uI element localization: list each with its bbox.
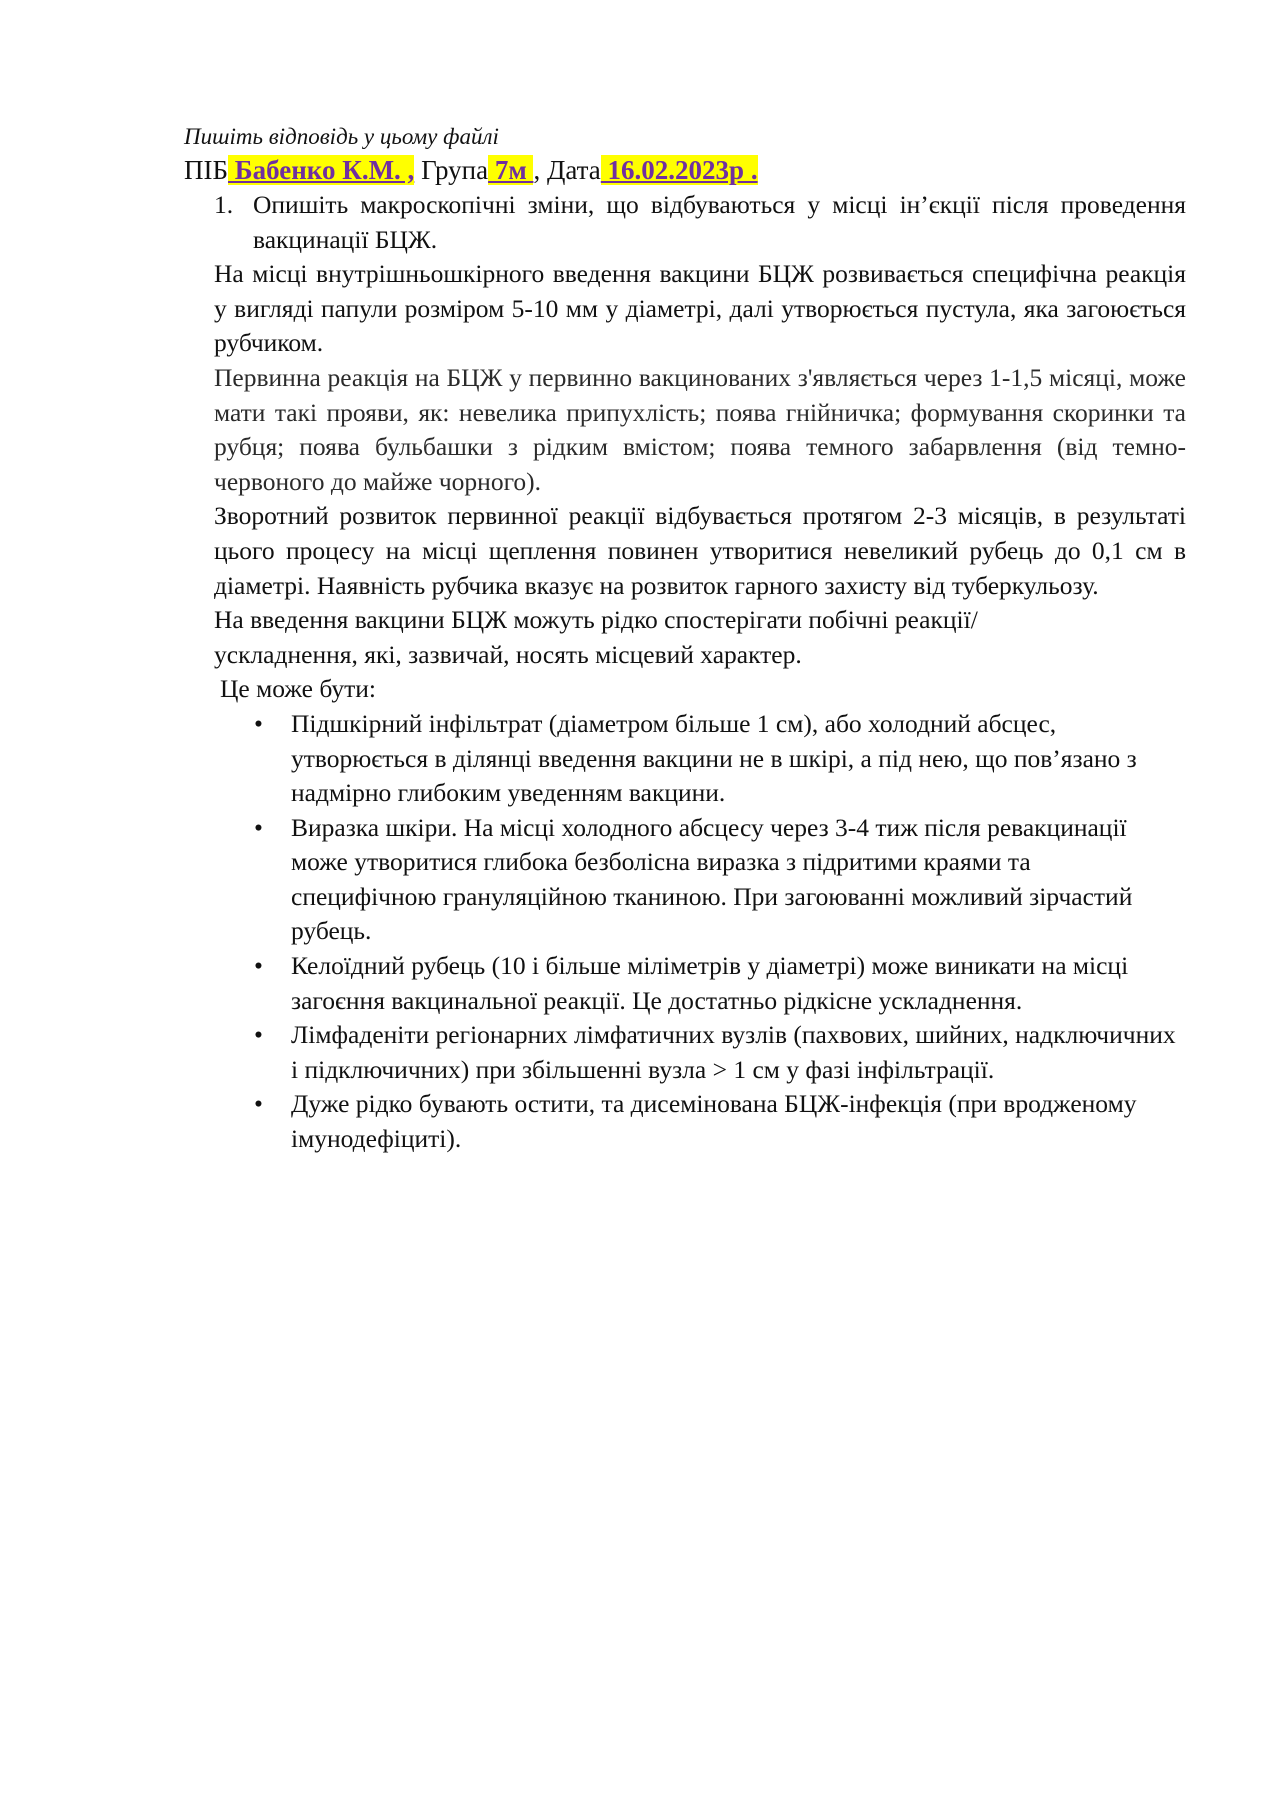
instruction-text: Пишіть відповідь у цьому файлі [184,124,499,149]
list-item [184,707,1186,811]
answer-paragraph: Первинна реакція на БЦЖ у первинно вакцинованих з'являється через 1-1,5 місяці, може мати такі прояви, як: невелика припухлість; поява гнійничка; формування скоринки та рубця; поява бульбашки з рідким вмістом; поява темного забарвлення (від темно-червоного до майже чорного). [214,362,1186,496]
answer-paragraph: Це може бути: [220,674,376,704]
list-item-text: Келоїдний рубець (10 і більше міліметрів у діаметрі) може виникати на місці загоєння вакцинальної реакції. Це достатньо рідкісне ускладнення. [291,951,1129,1015]
date-label: , Дата [533,155,601,185]
bullet-icon: • [254,708,263,738]
list-item-text: Дуже рідко бувають остити, та дисемінована БЦЖ-інфекція (при вродженому імунодефіциті). [291,1089,1137,1154]
group-label: Група [414,155,489,185]
date-field[interactable]: 16.02.2023р . [600,155,758,185]
answer-paragraph: На місці внутрішньошкірного введення вакцини БЦЖ розвивається специфічна реакція у вигляді папули розміром 5-10 мм у діаметрі, далі утворюється пустула, яка загоюється рубчиком. [214,259,1186,358]
list-item-text: Виразка шкіри. На місці холодного абсцесу через 3-4 тиж після ревакцинації може утворитися глибока безболісна виразка з підритими краями та специфічною грануляційною тканиною. При загоюванні можливий зірчастий рубець. [291,812,1133,946]
complications-list [184,707,1186,1157]
bullet-icon: • [254,1089,263,1119]
answer-paragraph: На введення вакцини БЦЖ можуть рідко спостерігати побічні реакції/ускладнення, які, зазвичай, носять місцевий характер. [214,605,978,669]
list-item [184,1087,1186,1156]
bullet-icon: • [254,812,263,842]
student-info-line [184,152,1186,188]
question-number: 1. [214,190,234,219]
list-item [184,1018,1186,1087]
bullet-icon: • [254,951,263,981]
question-1 [184,188,1186,257]
name-field[interactable]: Бабенко К.М. , [228,155,415,185]
group-field[interactable]: 7м [488,155,534,185]
answer-paragraph: Зворотний розвиток первинної реакції відбувається протягом 2-3 місяців, в результаті цього процесу на місці щеплення повинен утворитися невеликий рубець до 0,1 см в діаметрі. Наявність рубчика вказує на розвиток гарного захисту від туберкульозу. [214,501,1186,600]
list-item-text: Підшкірний інфільтрат (діаметром більше 1 см), або холодний абсцес, утворюється в ділянці введення вакцини не в шкірі, а під нею, що пов’язано з надмірно глибоким уведенням вакцини. [291,708,1137,808]
name-label: ПІБ [184,155,228,185]
document-page [184,122,1186,1157]
bullet-icon: • [254,1020,263,1050]
list-item [184,811,1186,949]
list-item [184,949,1186,1018]
list-item-text: Лімфаденіти регіонарних лімфатичних вузлів (пахвових, шийних, надключичних і підключичних) при збільшенні вузла > 1 см у фазі інфільтрації. [291,1020,1176,1084]
question-text: Опишіть макроскопічні зміни, що відбуваються у місці ін’єкції після проведення вакцинації БЦЖ. [253,190,1186,254]
